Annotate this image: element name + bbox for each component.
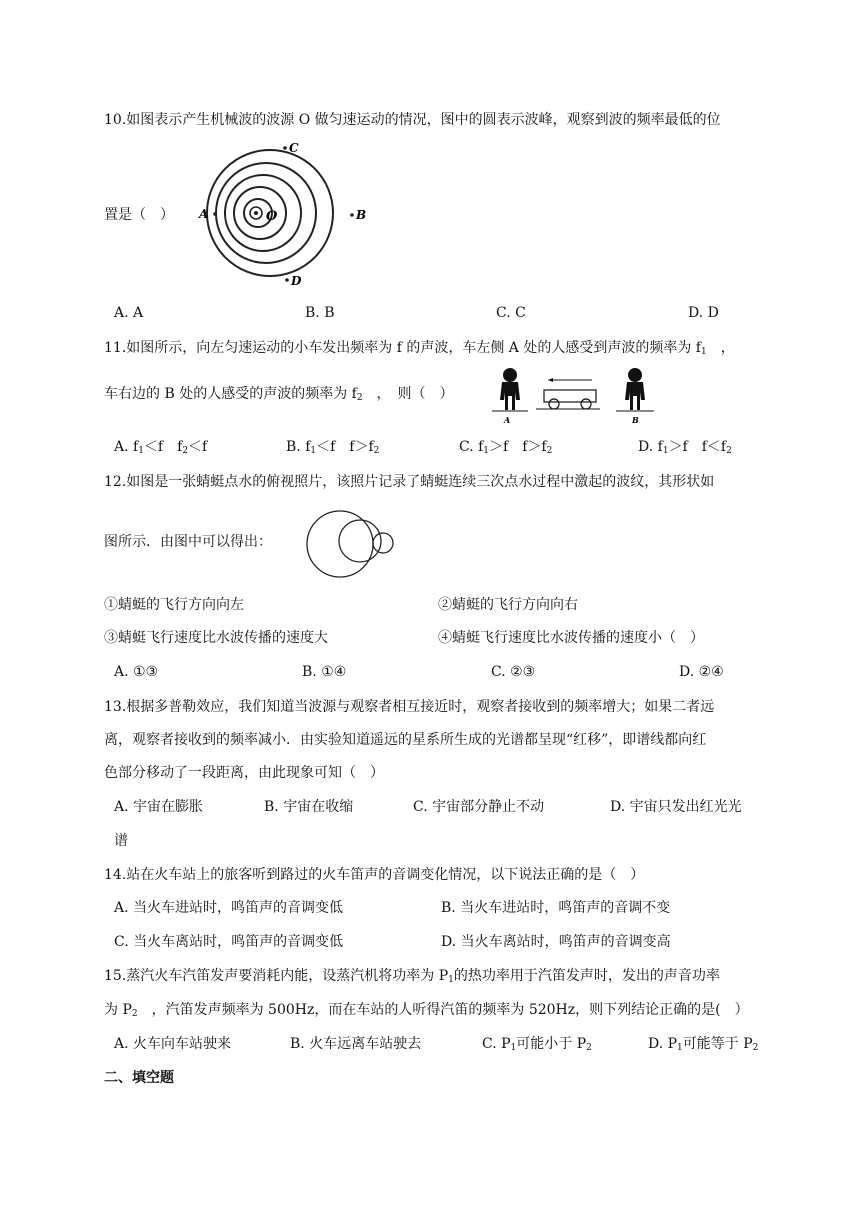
q12-statement-2: ②蜻蜓的飞行方向向右 [438,597,578,613]
q10-stem-line1: 10.如图表示产生机械波的波源 O 做匀速运动的情况，图中的圆表示波峰，观察到波的频率最低的位 [104,112,721,128]
section-heading-fill-in: 二、填空题 [104,1070,174,1086]
q10-label-b: B [356,208,367,222]
q13-option-b: B. 宇宙在收缩 [264,799,354,815]
q11-option-d: D. $f_1>f$ $f<f_2$ [638,439,732,456]
q13-option-d-continued: 谱 [114,833,128,849]
q13-option-d: D. 宇宙只发出红光光 [610,799,742,815]
q14-option-a: A. 当火车进站时，鸣笛声的音调变低 [114,900,344,916]
q12-option-a: A. ①③ [114,664,159,680]
q15-option-b: B. 火车远离车站驶去 [290,1036,422,1052]
q14-option-d: D. 当火车离站时，鸣笛声的音调变高 [441,934,671,950]
q11-option-a: A. $f_1<f$ $f_2<f$ [114,439,208,456]
q12-statement-3: ③蜻蜓飞行速度比水波传播的速度大 [104,630,328,646]
q10-stem-line2: 置是（ ） [104,207,174,223]
q15-option-a: A. 火车向车站驶来 [114,1036,232,1052]
q12-ripple-figure [303,508,403,582]
q14-stem: 14.站在火车站上的旅客听到路过的火车笛声的音调变化情况，以下说法正确的是（ ） [104,867,645,883]
q15-option-d: D. $P_1$可能等于 $P_2$ [648,1036,759,1053]
q14-option-b: B. 当火车进站时，鸣笛声的音调不变 [441,900,671,916]
q12-option-c: C. ②③ [491,664,536,680]
q10-option-d: D. D [688,305,719,321]
q10-option-a: A. A [114,305,144,321]
q11-stem-line2: 车右边的 B 处的人感受的声波的频率为 $f_2$ ， 则（ ） [104,386,454,403]
q13-option-c: C. 宇宙部分静止不动 [413,799,545,815]
q11-option-b: B. $f_1<f$ $f>f_2$ [286,439,380,456]
q10-option-b: B. B [305,305,335,321]
q11-cart-figure [488,366,658,428]
q13-stem-line2: 离，观察者接收到的频率减小．由实验知道遥远的星系所生成的光谱都呈现“红移”，即谱线都向红 [104,732,707,748]
q15-stem-line2: 为 $P_2$ ，汽笛发声频率为 500Hz，而在车站的人听得汽笛的频率为 520Hz，则下列结论正确的是( ） [104,1002,749,1019]
q13-option-a: A. 宇宙在膨胀 [114,799,204,815]
q14-option-c: C. 当火车离站时，鸣笛声的音调变低 [114,934,344,950]
q12-option-d: D. ②④ [679,664,724,680]
q10-wave-figure [190,138,390,293]
q11-label-b: B [632,415,639,425]
q12-statement-1: ①蜻蜓的飞行方向向左 [104,597,244,613]
q12-stem-line2: 图所示．由图中可以得出： [104,534,272,550]
q10-option-c: C. C [496,305,526,321]
q10-label-c: C [289,141,299,155]
q10-label-d: D [291,274,302,288]
q12-stem-line1: 12.如图是一张蜻蜓点水的俯视照片，该照片记录了蜻蜓连续三次点水过程中激起的波纹，其形状如 [104,474,715,490]
q10-label-a: A [199,207,209,221]
q11-label-a: A [504,415,511,425]
q13-stem-line1: 13.根据多普勒效应，我们知道当波源与观察者相互接近时，观察者接收到的频率增大；如果二者远 [104,699,715,715]
q15-stem-line1: 15.蒸汽火车汽笛发声要消耗内能，设蒸汽机将功率为 $P_1$的热功率用于汽笛发声时，发出的声音功率 [104,968,720,985]
q13-stem-line3: 色部分移动了一段距离，由此现象可知（ ） [104,765,384,781]
q12-option-b: B. ①④ [302,664,347,680]
q12-statement-4: ④蜻蜓飞行速度比水波传播的速度小（ ） [438,630,704,646]
q10-label-o: O [266,209,278,224]
q11-option-c: C. $f_1>f$ $f>f_2$ [459,439,553,456]
q15-option-c: C. $P_1$可能小于 $P_2$ [482,1036,592,1053]
q11-stem-line1: 11.如图所示，向左匀速运动的小车发出频率为 f 的声波，车左侧 A 处的人感受到声波的频率为 $f_1$ ， [104,340,735,357]
